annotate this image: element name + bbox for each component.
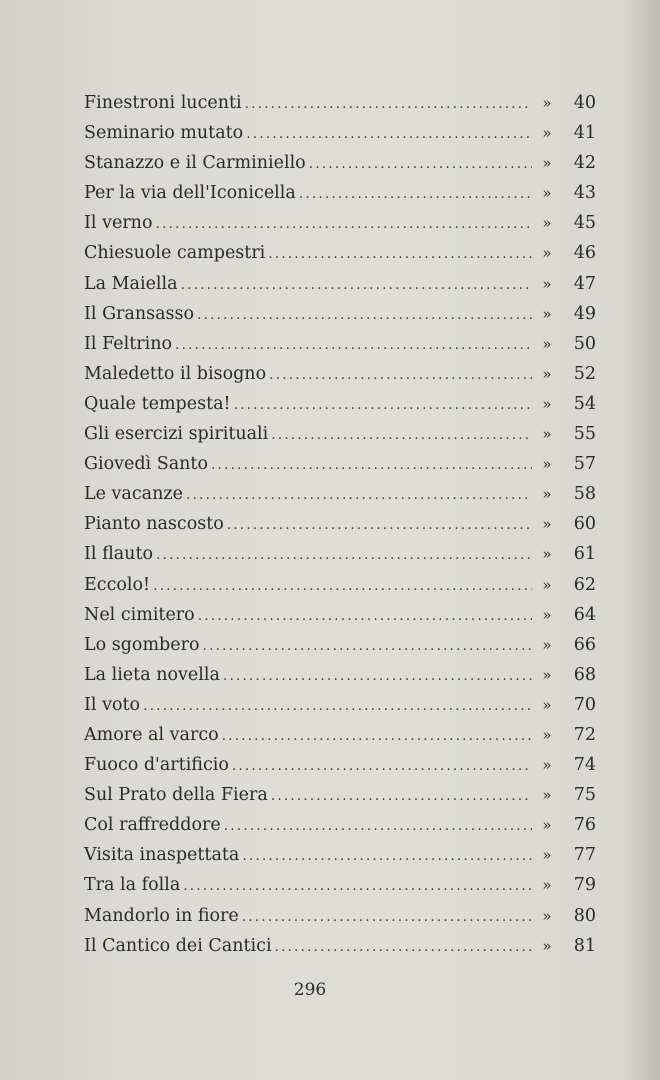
toc-page-number: 47 — [573, 273, 596, 294]
toc-page-number: 57 — [573, 454, 596, 475]
toc-ditto-mark: » — [542, 725, 552, 744]
toc-dot-leader — [222, 721, 532, 751]
toc-page-number: 60 — [573, 514, 596, 535]
toc-entry — [84, 148, 596, 178]
toc-ditto-mark: » — [542, 635, 552, 654]
toc-entry — [84, 600, 596, 630]
toc-dot-leader — [175, 330, 532, 360]
toc-ditto-mark: » — [542, 756, 552, 775]
toc-entry — [84, 931, 596, 961]
toc-ditto-mark: » — [542, 425, 552, 444]
toc-entry-title: Maledetto il bisogno — [84, 363, 267, 384]
toc-dot-leader — [211, 450, 532, 480]
toc-page-number: 62 — [573, 574, 596, 595]
table-of-contents — [84, 88, 596, 961]
toc-ditto-mark: » — [542, 545, 552, 564]
toc-ditto-mark: » — [542, 214, 552, 233]
toc-entry — [84, 389, 596, 419]
toc-dot-leader — [203, 631, 533, 661]
toc-entry — [84, 810, 596, 840]
toc-entry — [84, 840, 596, 870]
toc-dot-leader — [186, 480, 532, 510]
toc-dot-leader — [224, 811, 532, 841]
toc-ditto-mark: » — [542, 846, 552, 865]
toc-ditto-mark: » — [542, 906, 552, 925]
toc-entry-title: Stanazzo e il Carminiello — [84, 153, 306, 174]
toc-entry — [84, 780, 596, 810]
toc-ditto-mark: » — [542, 605, 552, 624]
toc-entry-title: Lo sgombero — [84, 634, 200, 655]
toc-entry-title: Tra la folla — [84, 875, 181, 896]
toc-entry-title: Col raffreddore — [84, 815, 221, 836]
toc-ditto-mark: » — [542, 695, 552, 714]
toc-dot-leader — [275, 932, 532, 962]
toc-entry — [84, 720, 596, 750]
toc-ditto-mark: » — [542, 274, 552, 293]
toc-entry-title: La Maiella — [84, 273, 178, 294]
toc-page-number: 42 — [573, 153, 596, 174]
toc-entry — [84, 329, 596, 359]
toc-dot-leader — [232, 751, 532, 781]
toc-entry — [84, 118, 596, 148]
toc-page-number: 72 — [573, 724, 596, 745]
toc-dot-leader — [156, 540, 532, 570]
toc-entry — [84, 660, 596, 690]
toc-ditto-mark: » — [542, 364, 552, 383]
toc-entry-title: Quale tempesta! — [84, 393, 231, 414]
toc-ditto-mark: » — [542, 786, 552, 805]
toc-ditto-mark: » — [542, 936, 552, 955]
toc-dot-leader — [309, 149, 532, 179]
toc-entry — [84, 570, 596, 600]
toc-page-number: 46 — [573, 243, 596, 264]
toc-entry — [84, 449, 596, 479]
toc-ditto-mark: » — [542, 575, 552, 594]
toc-entry-title: Sul Prato della Fiera — [84, 785, 268, 806]
toc-page-number: 80 — [573, 905, 596, 926]
toc-dot-leader — [269, 360, 532, 390]
toc-ditto-mark: » — [542, 304, 552, 323]
toc-entry — [84, 870, 596, 900]
toc-entry — [84, 359, 596, 389]
toc-ditto-mark: » — [542, 94, 552, 112]
toc-dot-leader — [143, 691, 532, 721]
toc-entry — [84, 238, 596, 268]
toc-dot-leader — [271, 420, 532, 450]
toc-entry-title: Per la via dell'Iconicella — [84, 183, 296, 204]
toc-ditto-mark: » — [542, 244, 552, 263]
toc-entry-title: Il voto — [84, 694, 141, 715]
toc-dot-leader — [268, 239, 532, 269]
toc-dot-leader — [181, 270, 532, 300]
toc-entry — [84, 539, 596, 569]
toc-entry — [84, 299, 596, 329]
toc-page-number: 55 — [573, 424, 596, 445]
toc-entry-title: Il Gransasso — [84, 303, 195, 324]
toc-page-number: 45 — [573, 213, 596, 234]
toc-page-number: 61 — [573, 544, 596, 565]
toc-ditto-mark: » — [542, 334, 552, 353]
toc-dot-leader — [242, 841, 532, 871]
toc-entry-title: Visita inaspettata — [84, 845, 240, 866]
toc-ditto-mark: » — [542, 154, 552, 173]
toc-dot-leader — [156, 209, 533, 239]
page-edge-shadow — [620, 0, 660, 1080]
toc-entry — [84, 901, 596, 931]
toc-dot-leader — [198, 601, 532, 631]
toc-dot-leader — [197, 300, 532, 330]
toc-entry — [84, 479, 596, 509]
toc-dot-leader — [299, 179, 532, 209]
toc-page-number: 79 — [573, 875, 596, 896]
toc-page-number: 54 — [573, 393, 596, 414]
toc-entry-title: Giovedì Santo — [84, 454, 208, 475]
toc-dot-leader — [223, 661, 532, 691]
toc-entry-title: Le vacanze — [84, 484, 183, 505]
toc-entry-title: Seminario mutato — [84, 123, 244, 144]
toc-page-number: 40 — [573, 93, 596, 113]
toc-page-number: 70 — [573, 694, 596, 715]
toc-ditto-mark: » — [542, 455, 552, 474]
toc-ditto-mark: » — [542, 184, 552, 203]
toc-ditto-mark: » — [542, 876, 552, 895]
toc-page-number: 68 — [573, 664, 596, 685]
toc-entry-title: Chiesuole campestri — [84, 243, 266, 264]
toc-entry — [84, 750, 596, 780]
toc-page-number: 66 — [573, 634, 596, 655]
toc-page-number: 52 — [573, 363, 596, 384]
toc-ditto-mark: » — [542, 515, 552, 534]
toc-entry-title: Fuoco d'artificio — [84, 755, 229, 776]
toc-page-number: 41 — [573, 123, 596, 144]
toc-dot-leader — [242, 902, 532, 932]
toc-dot-leader — [246, 119, 532, 149]
toc-dot-leader — [234, 390, 532, 420]
toc-dot-leader — [183, 871, 532, 901]
toc-page-number: 50 — [573, 333, 596, 354]
toc-entry — [84, 630, 596, 660]
toc-entry — [84, 419, 596, 449]
toc-dot-leader — [227, 510, 532, 540]
toc-dot-leader — [271, 781, 532, 811]
toc-entry-title: Eccolo! — [84, 574, 151, 595]
toc-entry-title: Mandorlo in fiore — [84, 905, 239, 926]
toc-page-number: 81 — [573, 935, 596, 956]
toc-page-number: 58 — [573, 484, 596, 505]
toc-page-number: 74 — [573, 755, 596, 776]
toc-entry — [84, 88, 596, 118]
toc-ditto-mark: » — [542, 394, 552, 413]
toc-page-number: 75 — [573, 785, 596, 806]
toc-page-number: 43 — [573, 183, 596, 204]
toc-dot-leader — [245, 89, 532, 119]
toc-dot-leader — [153, 571, 532, 601]
toc-entry-title: Nel cimitero — [84, 604, 195, 625]
toc-entry — [84, 178, 596, 208]
toc-page-number: 64 — [573, 604, 596, 625]
toc-page-number: 76 — [573, 815, 596, 836]
toc-entry-title: Finestroni lucenti — [84, 93, 242, 113]
toc-entry — [84, 509, 596, 539]
toc-page-number: 77 — [573, 845, 596, 866]
toc-entry-title: Il flauto — [84, 544, 154, 565]
toc-entry — [84, 269, 596, 299]
toc-entry-title: Il Cantico dei Cantici — [84, 935, 272, 956]
toc-entry-title: Pianto nascosto — [84, 514, 224, 535]
toc-entry — [84, 690, 596, 720]
toc-entry-title: Il verno — [84, 213, 153, 234]
toc-ditto-mark: » — [542, 485, 552, 504]
toc-page-number: 49 — [573, 303, 596, 324]
toc-ditto-mark: » — [542, 816, 552, 835]
toc-ditto-mark: » — [542, 124, 552, 143]
toc-entry-title: Il Feltrino — [84, 333, 173, 354]
toc-entry-title: Amore al varco — [84, 724, 219, 745]
toc-ditto-mark: » — [542, 665, 552, 684]
toc-entry-title: La lieta novella — [84, 664, 220, 685]
toc-entry — [84, 208, 596, 238]
page-number: 296 — [293, 980, 327, 1000]
toc-entry-title: Gli esercizi spirituali — [84, 424, 269, 445]
